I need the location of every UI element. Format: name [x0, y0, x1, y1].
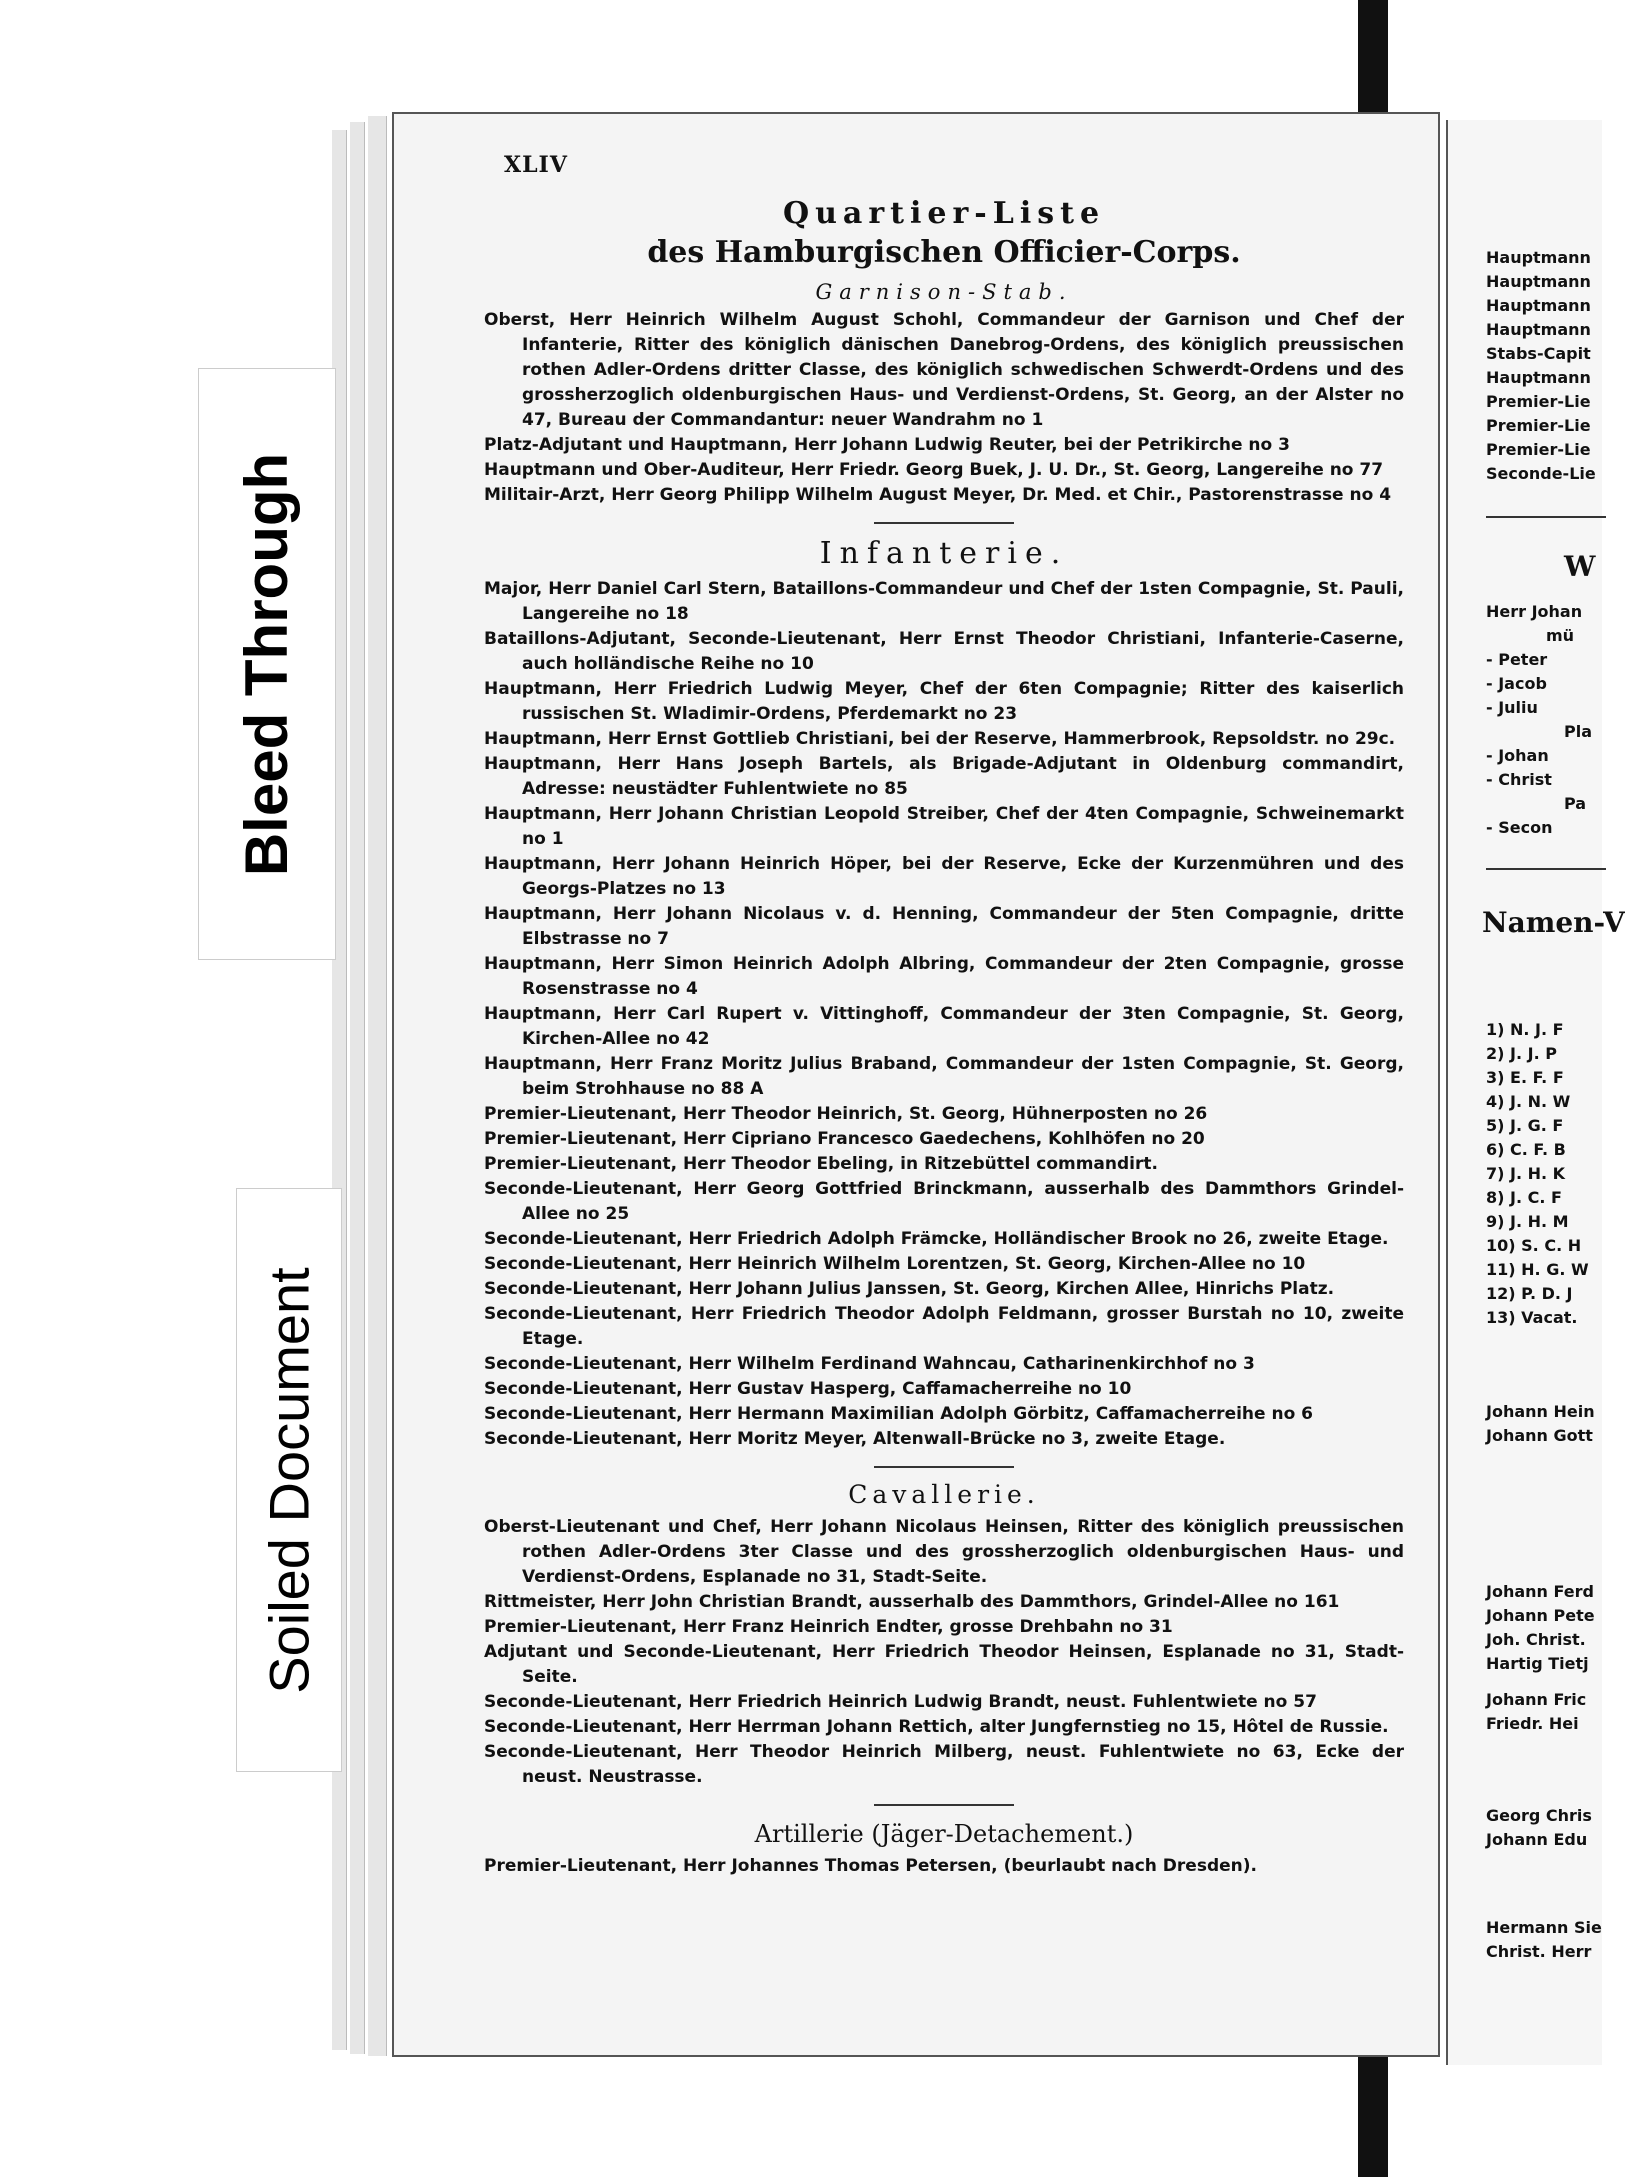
roster-entry: Hauptmann, Herr Hans Joseph Bartels, als Brigade-Adjutant in Oldenburg commandirt, Adresse: neustädter Fuhlentwiete no 85 — [484, 754, 1404, 799]
adjacent-page-line: Hauptmann — [1486, 320, 1591, 339]
bleed-through-label: Bleed Through — [233, 452, 301, 876]
adjacent-page-line: 9) J. H. M — [1486, 1212, 1569, 1231]
adjacent-page-line: - Christ — [1486, 770, 1552, 789]
adjacent-page-line: 2) J. J. P — [1486, 1044, 1557, 1063]
adjacent-page-line: 4) J. N. W — [1486, 1092, 1571, 1111]
roster-entry: Seconde-Lieutenant, Herr Theodor Heinrich Milberg, neust. Fuhlentwiete no 63, Ecke der neust. Neustrasse. — [484, 1742, 1404, 1787]
adjacent-page-divider — [1486, 516, 1606, 518]
adjacent-page-line: Johann Edu — [1486, 1830, 1588, 1849]
roster-entry: Seconde-Lieutenant, Herr Hermann Maximilian Adolph Görbitz, Caffamacherreihe no 6 — [484, 1404, 1313, 1424]
adjacent-page-line: Hauptmann — [1486, 368, 1591, 387]
roster-entry: Premier-Lieutenant, Herr Theodor Heinrich, St. Georg, Hühnerposten no 26 — [484, 1104, 1208, 1124]
adjacent-page-line: 7) J. H. K — [1486, 1164, 1566, 1183]
adjacent-page-line: - Secon — [1486, 818, 1553, 837]
adjacent-page-line: Hauptmann — [1486, 296, 1591, 315]
roster-entry: Hauptmann, Herr Johann Christian Leopold Streiber, Chef der 4ten Compagnie, Schweinemarkt no 1 — [484, 804, 1404, 849]
roster-entry: Hauptmann, Herr Carl Rupert v. Vittinghoff, Commandeur der 3ten Compagnie, St. Georg, Kirchen-Allee no 42 — [484, 1004, 1404, 1049]
roster-entry: Seconde-Lieutenant, Herr Moritz Meyer, Altenwall-Brücke no 3, zweite Etage. — [484, 1429, 1226, 1449]
roster-entry: Oberst, Herr Heinrich Wilhelm August Schohl, Commandeur der Garnison und Chef der Infanterie, Ritter des königlich dänischen Danebrog-Ordens, des königlich preussischen rothen Adler-Ordens dritter Classe, des königlich schwedischen Schwerdt-Ordens und des grossherzoglich oldenburgischen Haus- und Verdienst-Ordens, St. Georg, an der Alster no 47, Bureau der Commandantur: neuer Wandrahm no 1 — [484, 310, 1404, 430]
adjacent-page-line: 5) J. G. F — [1486, 1116, 1564, 1135]
adjacent-page-line: 8) J. C. F — [1486, 1188, 1562, 1207]
book-edge — [368, 116, 387, 2056]
adjacent-page-line: 13) Vacat. — [1486, 1308, 1578, 1327]
page-subtitle: des Hamburgischen Officier-Corps. — [647, 235, 1241, 270]
roster-entry: Major, Herr Daniel Carl Stern, Bataillons-Commandeur und Chef der 1sten Compagnie, St. Pauli, Langereihe no 18 — [484, 579, 1404, 624]
adjacent-page-line: Hermann Sie — [1486, 1918, 1602, 1937]
section-divider — [874, 1804, 1014, 1806]
artillerie-heading: Artillerie (Jäger-Detachement.) — [754, 1820, 1134, 1848]
adjacent-page-line: 1) N. J. F — [1486, 1020, 1564, 1039]
document-page — [392, 112, 1440, 2057]
adjacent-page-heading: W — [1564, 550, 1596, 583]
adjacent-page-line: Johann Ferd — [1486, 1582, 1594, 1601]
adjacent-page-line: - Jacob — [1486, 674, 1547, 693]
roster-entry: Seconde-Lieutenant, Herr Gustav Hasperg, Caffamacherreihe no 10 — [484, 1379, 1132, 1399]
roster-entry: Platz-Adjutant und Hauptmann, Herr Johann Ludwig Reuter, bei der Petrikirche no 3 — [484, 435, 1290, 455]
soiled-document-label: Soiled Document — [257, 1266, 321, 1694]
roster-entry: Hauptmann, Herr Johann Heinrich Höper, bei der Reserve, Ecke der Kurzenmühren und des Georgs-Platzes no 13 — [484, 854, 1404, 899]
adjacent-page-line: Stabs-Capit — [1486, 344, 1591, 363]
adjacent-page-line: Premier-Lie — [1486, 416, 1591, 435]
page-content — [484, 196, 1404, 1879]
adjacent-page — [1446, 120, 1625, 2065]
garnison-heading: Garnison-Stab. — [815, 280, 1073, 304]
roster-entry: Oberst-Lieutenant und Chef, Herr Johann Nicolaus Heinsen, Ritter des königlich preussischen rothen Adler-Ordens 3ter Classe und des grossherzoglich oldenburgischen Haus- und Verdienst-Ordens, Esplanade no 31, Stadt-Seite. — [484, 1517, 1404, 1587]
roster-entry: Premier-Lieutenant, Herr Johannes Thomas Petersen, (beurlaubt nach Dresden). — [484, 1856, 1257, 1876]
roster-entry: Seconde-Lieutenant, Herr Herrman Johann Rettich, alter Jungfernstieg no 15, Hôtel de Russie. — [484, 1717, 1389, 1737]
roster-entry: Hauptmann und Ober-Auditeur, Herr Friedr. Georg Buek, J. U. Dr., St. Georg, Langereihe no 77 — [484, 460, 1384, 480]
adjacent-page-heading: Namen-V — [1482, 906, 1625, 939]
adjacent-page-line: 10) S. C. H — [1486, 1236, 1582, 1255]
adjacent-page-line: 12) P. D. J — [1486, 1284, 1573, 1303]
roster-entry: Seconde-Lieutenant, Herr Wilhelm Ferdinand Wahncau, Catharinenkirchhof no 3 — [484, 1354, 1255, 1374]
page-title: Quartier-Liste — [782, 196, 1106, 231]
adjacent-page-line: Friedr. Hei — [1486, 1714, 1579, 1733]
adjacent-page-line: Johann Fric — [1486, 1690, 1587, 1709]
infanterie-heading: Infanterie. — [819, 536, 1069, 571]
adjacent-page-line: - Peter — [1486, 650, 1548, 669]
adjacent-page-line: mü — [1546, 626, 1575, 645]
adjacent-page-line: Hartig Tietj — [1486, 1654, 1589, 1673]
adjacent-page-line: 11) H. G. W — [1486, 1260, 1589, 1279]
adjacent-page-line: Christ. Herr — [1486, 1942, 1592, 1961]
cavallerie-list — [484, 1515, 1404, 1790]
roster-entry: Premier-Lieutenant, Herr Cipriano Francesco Gaedechens, Kohlhöfen no 20 — [484, 1129, 1205, 1149]
adjacent-page-line: - Johan — [1486, 746, 1549, 765]
adjacent-page-line: Joh. Christ. — [1486, 1630, 1586, 1649]
roster-entry: Premier-Lieutenant, Herr Theodor Ebeling, in Ritzebüttel commandirt. — [484, 1154, 1158, 1174]
adjacent-page-line: Johann Gott — [1486, 1426, 1593, 1445]
adjacent-page-line: Johann Hein — [1486, 1402, 1595, 1421]
section-divider — [874, 1466, 1014, 1468]
adjacent-page-line: Hauptmann — [1486, 272, 1591, 291]
page-number: XLIV — [504, 152, 568, 178]
adjacent-page-divider — [1486, 868, 1606, 870]
roster-entry: Seconde-Lieutenant, Herr Friedrich Heinrich Ludwig Brandt, neust. Fuhlentwiete no 57 — [484, 1692, 1317, 1712]
roster-entry: Adjutant und Seconde-Lieutenant, Herr Friedrich Theodor Heinsen, Esplanade no 31, Stadt-Seite. — [484, 1642, 1404, 1687]
roster-entry: Hauptmann, Herr Simon Heinrich Adolph Albring, Commandeur der 2ten Compagnie, grosse Rosenstrasse no 4 — [484, 954, 1404, 999]
adjacent-page-line: Premier-Lie — [1486, 392, 1591, 411]
garnison-list — [484, 308, 1404, 508]
adjacent-page-line: 3) E. F. F — [1486, 1068, 1564, 1087]
roster-entry: Premier-Lieutenant, Herr Franz Heinrich Endter, grosse Drehbahn no 31 — [484, 1617, 1173, 1637]
adjacent-page-line: Pa — [1564, 794, 1587, 813]
soiled-document-stamp — [236, 1188, 342, 1772]
adjacent-page-line: Herr Johan — [1486, 602, 1583, 621]
roster-entry: Seconde-Lieutenant, Herr Georg Gottfried Brinckmann, ausserhalb des Dammthors Grindel-Allee no 25 — [484, 1179, 1404, 1224]
section-divider — [874, 522, 1014, 524]
book-edge — [350, 122, 365, 2054]
roster-entry: Seconde-Lieutenant, Herr Johann Julius Janssen, St. Georg, Kirchen Allee, Hinrichs Platz. — [484, 1279, 1335, 1299]
roster-entry: Militair-Arzt, Herr Georg Philipp Wilhelm August Meyer, Dr. Med. et Chir., Pastorenstrasse no 4 — [484, 485, 1392, 505]
roster-entry: Hauptmann, Herr Johann Nicolaus v. d. Henning, Commandeur der 5ten Compagnie, dritte Elbstrasse no 7 — [484, 904, 1404, 949]
bleed-through-stamp — [198, 368, 336, 960]
adjacent-page-line: Georg Chris — [1486, 1806, 1592, 1825]
cavallerie-heading: Cavallerie. — [848, 1480, 1040, 1509]
adjacent-page-line: Hauptmann — [1486, 248, 1591, 267]
roster-entry: Hauptmann, Herr Franz Moritz Julius Braband, Commandeur der 1sten Compagnie, St. Georg, beim Strohhause no 88 A — [484, 1054, 1404, 1099]
adjacent-page-line: Pla — [1564, 722, 1593, 741]
roster-entry: Bataillons-Adjutant, Seconde-Lieutenant, Herr Ernst Theodor Christiani, Infanterie-Caserne, auch holländische Reihe no 10 — [484, 629, 1404, 674]
adjacent-page-line: 6) C. F. B — [1486, 1140, 1566, 1159]
artillerie-list — [484, 1854, 1404, 1879]
roster-entry: Seconde-Lieutenant, Herr Friedrich Theodor Adolph Feldmann, grosser Burstah no 10, zweite Etage. — [484, 1304, 1404, 1349]
adjacent-page-line: Premier-Lie — [1486, 440, 1591, 459]
roster-entry: Rittmeister, Herr John Christian Brandt, ausserhalb des Dammthors, Grindel-Allee no 161 — [484, 1592, 1340, 1612]
roster-entry: Hauptmann, Herr Friedrich Ludwig Meyer, Chef der 6ten Compagnie; Ritter des kaiserlich russischen St. Wladimir-Ordens, Pferdemarkt no 23 — [484, 679, 1404, 724]
roster-entry: Hauptmann, Herr Ernst Gottlieb Christiani, bei der Reserve, Hammerbrook, Repsoldstr. no 29c. — [484, 729, 1396, 749]
roster-entry: Seconde-Lieutenant, Herr Heinrich Wilhelm Lorentzen, St. Georg, Kirchen-Allee no 10 — [484, 1254, 1306, 1274]
roster-entry: Seconde-Lieutenant, Herr Friedrich Adolph Främcke, Holländischer Brook no 26, zweite Etage. — [484, 1229, 1389, 1249]
adjacent-page-line: Seconde-Lie — [1486, 464, 1596, 483]
adjacent-page-line: Johann Pete — [1486, 1606, 1595, 1625]
adjacent-page-line: - Juliu — [1486, 698, 1538, 717]
infanterie-list — [484, 577, 1404, 1452]
